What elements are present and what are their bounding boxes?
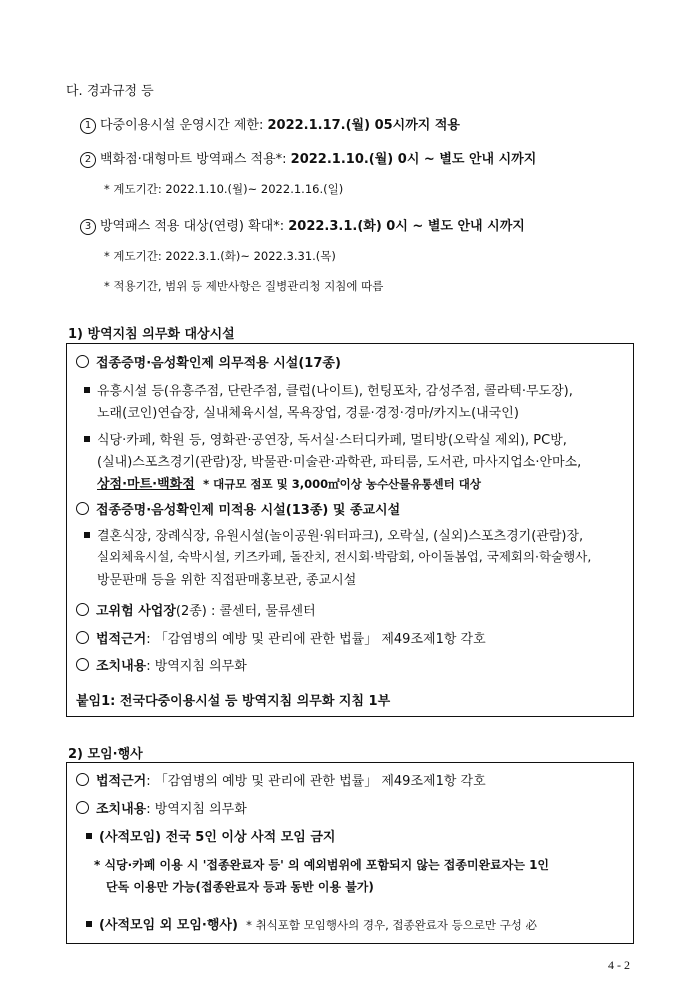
list-heading: 접종증명·음성확인제 미적용 시설(13종) 및 종교시설 <box>76 499 400 518</box>
circled-number: 3 <box>80 219 96 235</box>
square-bullet-icon <box>84 387 90 393</box>
bullet-item: 식당·카페, 학원 등, 영화관·공연장, 독서실·스터디카페, 멀티방(오락실 제외), PC방, <box>84 429 567 448</box>
list-heading: 조치내용: 방역지침 의무화 <box>76 655 247 674</box>
circle-bullet-icon <box>76 502 89 515</box>
section-title: 1) 방역지침 의무화 대상시설 <box>68 327 235 342</box>
square-bullet-icon <box>86 921 92 927</box>
bullet-cont: 방문판매 등을 위한 직접판매홍보관, 종교시설 <box>97 573 357 588</box>
bullet-cont: (실내)스포츠경기(관람)장, 박물관·미술관·과학관, 파티룸, 도서관, 마사지업소·안마소, <box>97 455 582 470</box>
circle-bullet-icon <box>76 355 89 368</box>
item-1: 1 다중이용시설 운영시간 제한: 2022.1.17.(월) 05시까지 적용 <box>80 114 460 134</box>
bullet-cont: 상점·마트·백화점 * 대규모 점포 및 3,000㎡이상 농수산물유통센터 대상 <box>97 477 481 492</box>
circle-bullet-icon <box>76 603 89 616</box>
circle-bullet-icon <box>76 801 89 814</box>
list-heading: 고위험 사업장(2종) : 콜센터, 물류센터 <box>76 600 316 619</box>
square-bullet-icon <box>84 532 90 538</box>
list-heading: 접종증명·음성확인제 의무적용 시설(17종) <box>76 352 341 371</box>
list-heading: 조치내용: 방역지침 의무화 <box>76 798 247 817</box>
note: * 계도기간: 2022.1.10.(월)~ 2022.1.16.(일) <box>104 182 344 196</box>
item-2: 2 백화점·대형마트 방역패스 적용*: 2022.1.10.(월) 0시 ~ 별도 안내 시까지 <box>80 148 536 168</box>
attachment-line: 붙임1: 전국다중이용시설 등 방역지침 의무화 지침 1부 <box>76 694 391 709</box>
bullet-cont: 실외체육시설, 숙박시설, 키즈카페, 돌잔치, 전시회·박람회, 아이돌봄업, 국제회의·학술행사, <box>97 549 592 564</box>
circled-number: 2 <box>80 152 96 168</box>
note: * 적용기간, 범위 등 제반사항은 질병관리청 지침에 따름 <box>104 279 384 293</box>
square-bullet-icon <box>84 436 90 442</box>
circle-bullet-icon <box>76 773 89 786</box>
star-note: * 식당·카페 이용 시 '접종완료자 등' 의 예외범위에 포함되지 않는 접종미완료자는 1인 <box>94 858 550 872</box>
bullet-item: (사적모임 외 모임·행사) * 취식포함 모임행사의 경우, 접종완료자 등으로만 구성 必 <box>86 914 537 933</box>
circled-number: 1 <box>80 118 96 134</box>
section-heading: 다. 경과규정 등 <box>66 84 154 99</box>
circle-bullet-icon <box>76 658 89 671</box>
page-number: 4 - 2 <box>608 958 630 972</box>
list-heading: 법적근거: 「감염병의 예방 및 관리에 관한 법률」 제49조제1항 각호 <box>76 628 486 647</box>
circle-bullet-icon <box>76 631 89 644</box>
note: * 계도기간: 2022.3.1.(화)~ 2022.3.31.(목) <box>104 249 336 263</box>
section-title: 2) 모임·행사 <box>68 747 143 762</box>
bullet-item: 유흥시설 등(유흥주점, 단란주점, 클럽(나이트), 헌팅포차, 감성주점, 콜라텍·무도장), <box>84 380 573 399</box>
square-bullet-icon <box>86 833 92 839</box>
star-note: 단독 이용만 가능(접종완료자 등과 동반 이용 불가) <box>106 880 374 894</box>
list-heading: 법적근거: 「감염병의 예방 및 관리에 관한 법률」 제49조제1항 각호 <box>76 770 486 789</box>
bullet-cont: 노래(코인)연습장, 실내체육시설, 목욕장업, 경륜·경정·경마/카지노(내국인) <box>97 406 519 421</box>
bullet-item: 결혼식장, 장례식장, 유원시설(놀이공원·워터파크), 오락실, (실외)스포츠경기(관람)장, <box>84 525 583 544</box>
item-3: 3 방역패스 적용 대상(연령) 확대*: 2022.3.1.(화) 0시 ~ 별도 안내 시까지 <box>80 215 525 235</box>
bullet-item: (사적모임) 전국 5인 이상 사적 모임 금지 <box>86 826 335 845</box>
